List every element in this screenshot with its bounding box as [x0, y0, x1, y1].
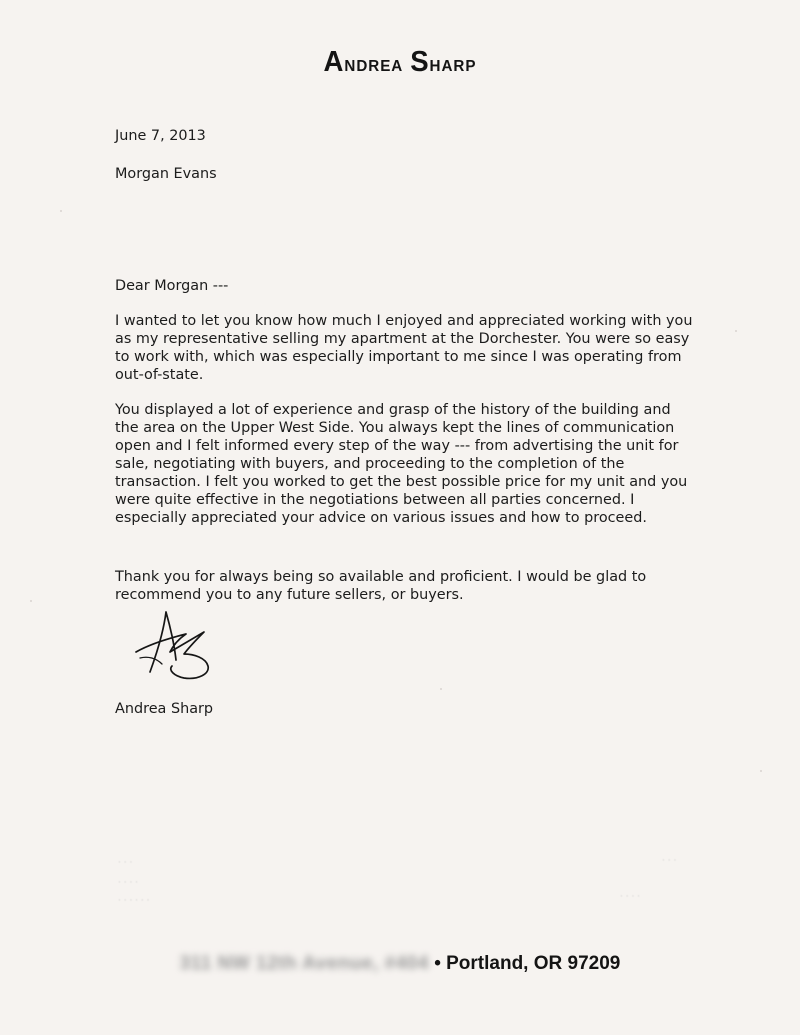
- speck: [440, 688, 442, 690]
- footer-separator: •: [434, 953, 441, 974]
- speck: [760, 770, 762, 772]
- footer-city-state-zip: Portland, OR 97209: [446, 953, 621, 974]
- letterhead-last-rest: harp: [429, 50, 477, 76]
- letterhead-first-rest: ndrea: [344, 50, 404, 76]
- signer-name: Andrea Sharp: [115, 701, 214, 717]
- letter-recipient: Morgan Evans: [115, 166, 217, 182]
- faint-mark: · · ·: [118, 858, 133, 868]
- speck: [60, 210, 62, 212]
- letterhead-last-initial: S: [410, 46, 430, 78]
- faint-mark: · · ·: [662, 856, 677, 866]
- letter-paragraph-2: You displayed a lot of experience and grasp of the history of the building and the area on the Upper West Side. You always kept the lines of communication open and I felt informed every step of the way --- from advertising the unit for sale, negotiating with buyers, and proceeding to the completion of the transaction. I felt you worked to get the best possible price for my unit and you were quite effective in the negotiations between all parties concerned. I especially appreciated your advice on various issues and how to proceed.: [115, 402, 688, 526]
- signature-icon: [128, 608, 228, 688]
- letter-date: June 7, 2013: [115, 128, 206, 144]
- letter-salutation: Dear Morgan ---: [115, 278, 229, 294]
- letterhead-first-initial: A: [323, 46, 345, 78]
- letter-paragraph-3: Thank you for always being so available and proficient. I would be glad to recommend you to any future sellers, or buyers.: [115, 569, 647, 603]
- faint-mark: · · · ·: [620, 892, 641, 902]
- speck: [30, 600, 32, 602]
- redacted-street: 311 NW 12th Avenue, #404: [179, 953, 429, 974]
- faint-mark: · · · · · ·: [118, 896, 150, 906]
- speck: [735, 330, 737, 332]
- letterhead-name: [20, 46, 780, 79]
- faint-mark: · · · ·: [118, 878, 139, 888]
- letter-paragraph-1: I wanted to let you know how much I enjoyed and appreciated working with you as my representative selling my apartment at the Dorchester. You were so easy to work with, which was especially important to me since I was operating from out-of-state.: [115, 313, 693, 383]
- footer-address: [0, 953, 800, 975]
